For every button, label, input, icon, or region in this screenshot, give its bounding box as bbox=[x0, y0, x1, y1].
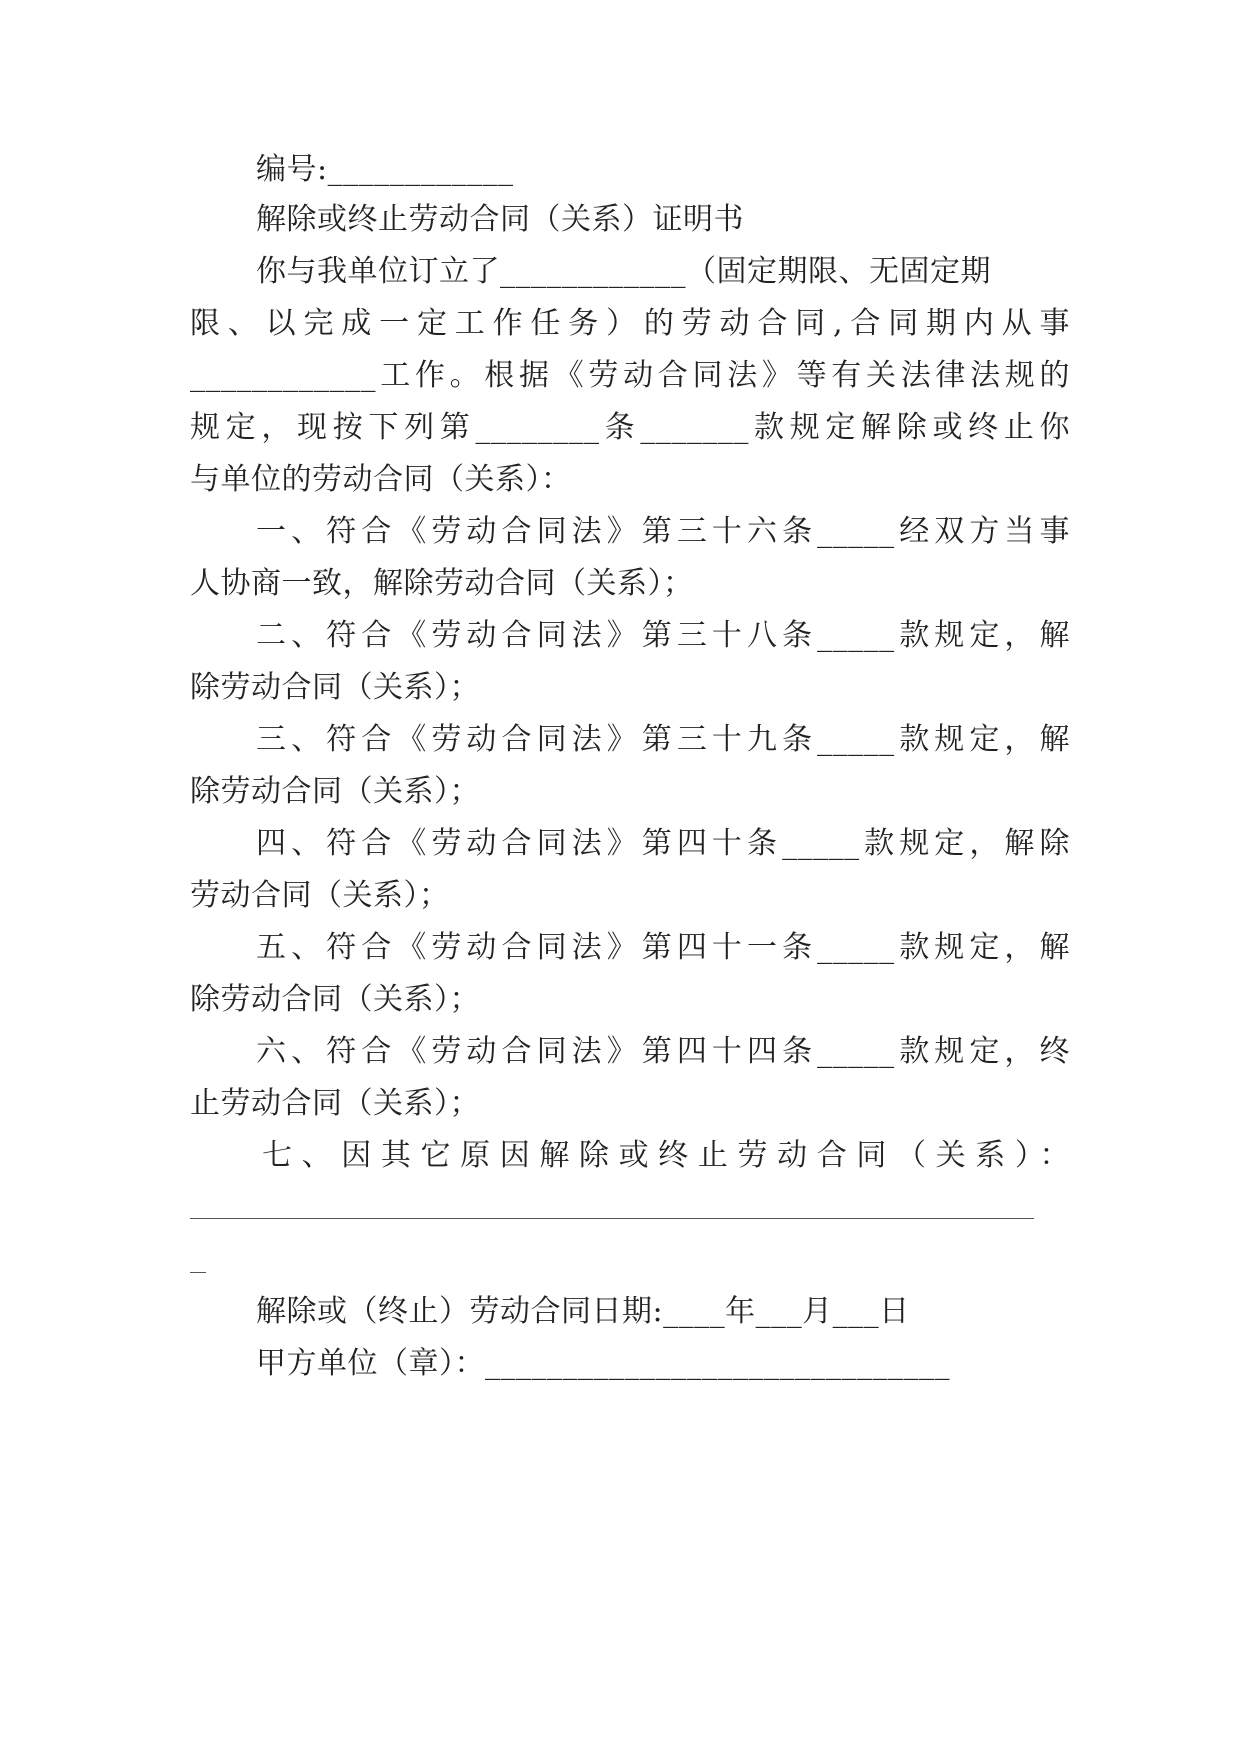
item-6-line-1: 六、符合《劳动合同法》第四十四条_____款规定，终 bbox=[256, 1034, 1070, 1069]
item-2-line-2: 除劳动合同（关系）； bbox=[190, 670, 480, 705]
document-title: 解除或终止劳动合同（关系）证明书 bbox=[256, 202, 744, 237]
intro-line-1: 你与我单位订立了____________（固定期限、无固定期 bbox=[256, 254, 991, 289]
employer-seal-line: 甲方单位（章）：______________________________ bbox=[256, 1346, 950, 1381]
termination-date-line: 解除或（终止）劳动合同日期:____年___月___日 bbox=[256, 1294, 910, 1329]
item-3-line-2: 除劳动合同（关系）； bbox=[190, 774, 480, 809]
document-number: 编号:____________ bbox=[256, 152, 514, 187]
other-reason-blank-stub bbox=[190, 1272, 206, 1273]
item-3-line-1: 三、符合《劳动合同法》第三十九条_____款规定，解 bbox=[256, 722, 1070, 757]
item-6-line-2: 止劳动合同（关系）； bbox=[190, 1086, 480, 1121]
other-reason-blank-line bbox=[190, 1218, 1034, 1219]
intro-line-5: 与单位的劳动合同（关系）： bbox=[190, 462, 572, 497]
item-7-line: 七、因其它原因解除或终止劳动合同（关系）： bbox=[262, 1138, 1070, 1173]
intro-line-4: 规定，现按下列第________条_______款规定解除或终止你 bbox=[190, 410, 1070, 445]
item-5-line-2: 除劳动合同（关系）； bbox=[190, 982, 480, 1017]
item-1-line-1: 一、符合《劳动合同法》第三十六条_____经双方当事 bbox=[256, 514, 1070, 549]
item-4-line-1: 四、符合《劳动合同法》第四十条_____款规定，解除 bbox=[256, 826, 1070, 861]
item-4-line-2: 劳动合同（关系）； bbox=[190, 878, 450, 913]
item-2-line-1: 二、符合《劳动合同法》第三十八条_____款规定，解 bbox=[256, 618, 1070, 653]
intro-line-2: 限、以完成一定工作任务）的劳动合同,合同期内从事 bbox=[190, 306, 1070, 341]
item-1-line-2: 人协商一致，解除劳动合同（关系）； bbox=[190, 566, 694, 601]
item-5-line-1: 五、符合《劳动合同法》第四十一条_____款规定，解 bbox=[256, 930, 1070, 965]
intro-line-3: ____________工作。根据《劳动合同法》等有关法律法规的 bbox=[190, 358, 1070, 393]
